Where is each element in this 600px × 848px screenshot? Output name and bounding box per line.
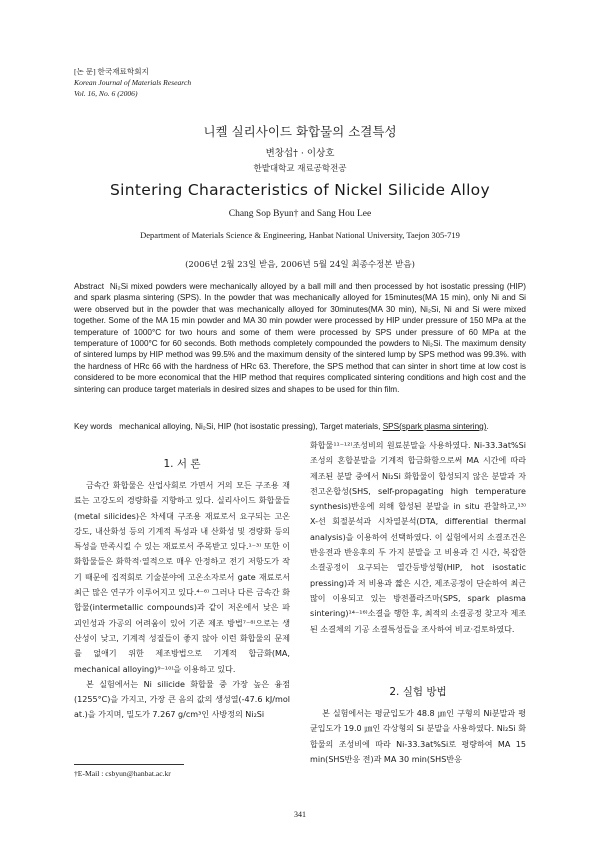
left-column: [74, 478, 290, 723]
journal-header: [74, 66, 191, 99]
affiliation-korean: 한밭대학교 재료공학전공: [253, 164, 347, 174]
section-heading-introduction: 1. 서 론: [163, 458, 201, 470]
intro-paragraph-2: 본 실험에서는 Ni silicide 화합물 중 가장 높은 융점(1255°C)을 가지고, 가장 큰 음의 값의 생성열(-47.6 kJ/mol at.)을 가지며, 밀도가 7.267 g/cm³인 사방정의 Ni₂Si: [74, 679, 290, 720]
journal-category: [논 문] 한국재료학회지: [74, 67, 149, 76]
abstract-label: Abstract: [74, 282, 105, 291]
keywords-text: mechanical alloying, Ni₂Si, HIP (hot isostatic pressing), Target materials,: [119, 422, 381, 431]
keywords-end: .: [486, 422, 489, 431]
keywords-link[interactable]: SPS(spark plasma sintering): [382, 422, 487, 431]
authors-korean: 변창섭† · 이상호: [265, 148, 335, 159]
keywords: [74, 421, 526, 432]
received-dates: (2006년 2월 23일 받음, 2006년 5월 24일 최종수정본 받음): [185, 260, 415, 270]
footnote-divider: [74, 764, 184, 765]
paper-title-korean: 니켈 실리사이드 화합물의 소결특성: [203, 124, 397, 139]
authors-english: Chang Sop Byun† and Sang Hou Lee: [228, 209, 372, 219]
methods-paragraph-1: 본 실험에서는 평균입도가 48.8 ㎛인 구형의 Ni분말과 평균입도가 19.0 ㎛인 각상형의 Si 분말을 사용하였다. Ni₂Si 화합물의 조성비에 따라 Ni-33.3at%Si로 평량하여 MA 15 min(SHS반응 전)과 MA 30 min(SHS반응: [310, 709, 526, 764]
journal-name: Korean Journal of Materials Research: [74, 78, 192, 87]
abstract-text: Ni₂Si mixed powders were mechanically alloyed by a ball mill and then processed by hot isostatic pressing (HIP) and spark plasma sintering (SPS). In the powder that was mechanically alloyed for 15minutes(MA 15 min), only Ni and Si were observed but in the powder that was mechanically alloyed for 30minutes(MA 30 min), Ni₂Si, Ni and Si were mixed together. Some of the MA 15 min powder and MA 30 min powder were processed by HIP under pressure of 150 MPa at the temperature of 1000°C for two hours and some of them were processed by SPS under pressure of 60 MPa at the temperature of 1000°C for 60 seconds. Both methods completely compounded the powders to Ni₂Si. The maximum density of sintered lumps by HIP method was 99.5% and the maximum density of the sintered lump by SPS method was 99.3%. with the hardness of HRc 66 with the hardness of HRc 63. Therefore, the SPS method that can sinter in short time at low cost is considered to be more economical that the HIP method that requires complicated sintering conditions and high cost and the sintering can produce target materials in desired sizes and shapes to be used for thin film.: [74, 282, 526, 394]
section-heading-methods: 2. 실험 방법: [389, 686, 447, 698]
footnote-email: †E-Mail : csbyun@hanbat.ac.kr: [74, 769, 171, 778]
paper-title-english: Sintering Characteristics of Nickel Silicide Alloy: [110, 181, 490, 199]
right-paragraph-1: 화합물¹¹⁻¹²⁾조성비의 원료분말을 사용하였다. Ni-33.3at%Si 조성의 혼합분말을 기계적 합금화함으로써 MA 시간에 따라 제조된 분말 중에서 Ni₂Si 화합물이 합성되지 않은 분말과 자전고온합성(SHS, self-propagating high temperature synthesis)반응에 의해 합성된 분말을 in situ 관찰하고,¹³⁾ X-선 회절분석과 시차열분석(DTA, differential thermal analysis)을 이용하여 선택하였다. 이 실험에서의 소결조건은 반응전과 반응후의 두 가지 분말을 고 비용과 긴 시간, 복잡한 소결공정이 요구되는 열간등방성형(HIP, hot isostatic pressing)과 저 비용과 짧은 시간, 제조공정이 단순하여 최근 많이 이용되고 있는 방전플라즈마(SPS, spark plasma sintering)¹⁴⁻¹⁶⁾소결을 행한 후, 최적의 소결공정 찾고자 제조된 소결체의 기공 소결특성들을 조사하여 비교·검토하였다.: [310, 441, 526, 634]
intro-paragraph-1: 금속간 화합물은 산업사회로 가면서 거의 모든 구조용 재료는 고강도의 경량화를 지향하고 있다. 실리사이드 화합물들(metal silicides)은 차세대 구조용 재료로서 요구되는 고온 강도, 내산화성 등의 기계적 특성과 내 산화성 및 경량화 등의 특성을 만족시킬 수 있는 재료로서 주목받고 있다.¹⁻³⁾ 또한 이 화합물들은 화학적·열적으로 매우 안정하고 전기 저항도가 작기 때문에 집적회로 기술분야에 고온소자로서 gate 재료로서 최근 많은 연구가 이루어지고 있다.⁴⁻⁶⁾ 그러나 다른 금속간 화합물(intermetallic compounds)과 같이 저온에서 낮은 파괴인성과 가공의 어려움이 있어 기존 제조 방법⁷⁻⁸⁾으로는 생산성이 낮고, 기계적 성질들이 좋지 않아 이런 화합물의 문제를 없애기 위한 제조방법으로 기계적 합금화(MA, mechanical alloying)⁹⁻¹⁰⁾을 이용하고 있다.: [74, 481, 290, 674]
abstract: [74, 281, 526, 395]
keywords-label: Key words: [74, 422, 113, 431]
page-number: 341: [294, 810, 306, 819]
affiliation-english: Department of Materials Science & Engineering, Hanbat National University, Taejon 305-719: [140, 230, 460, 240]
methods-column: [310, 706, 526, 767]
right-column: [310, 438, 526, 637]
journal-volume: Vol. 16, No. 6 (2006): [74, 89, 138, 98]
